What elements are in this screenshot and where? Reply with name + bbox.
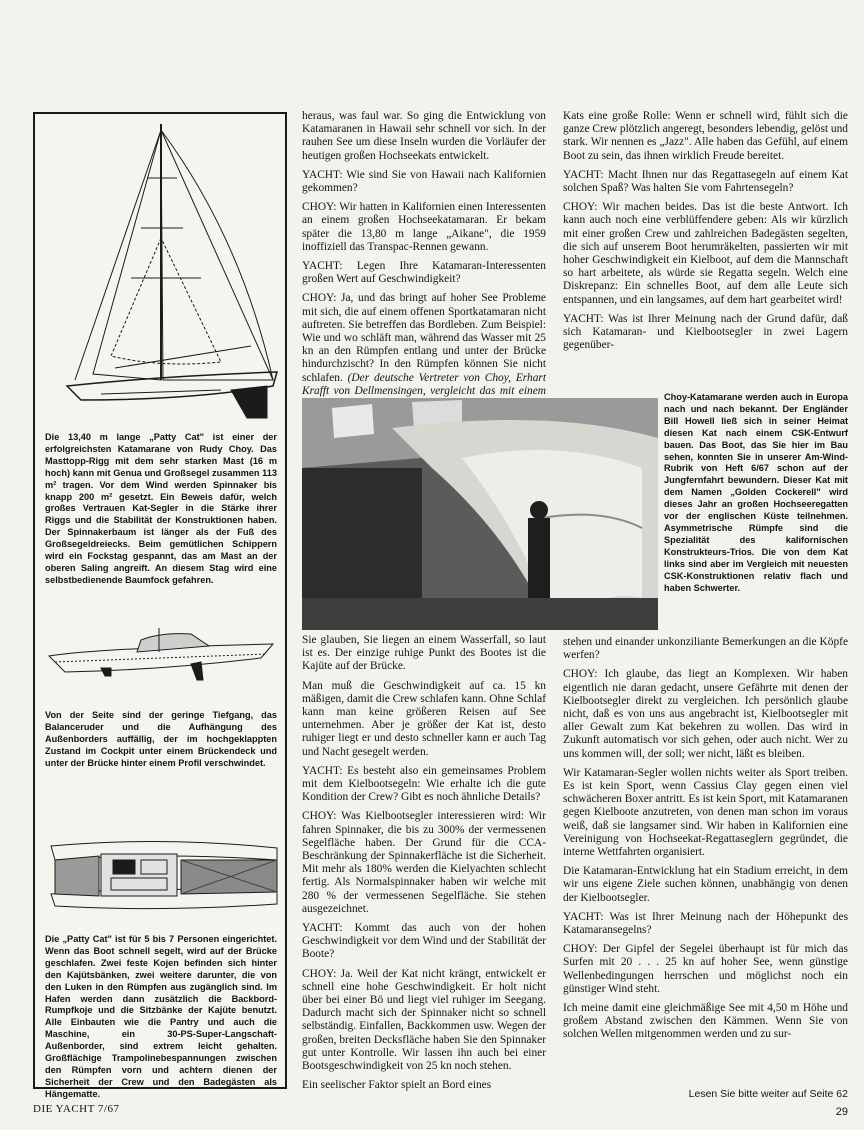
paragraph: Kats eine große Rolle: Wenn er schnell wird, fühlt sich die ganze Crew plötzlich angeregt, besonders lebendig, gelöst und stark. Wir nennen es „Jazz". Alle haben das Gefühl, auf einem Boot zu sein, das ihnen wirklich Freude bereitet. — [563, 110, 848, 162]
question: YACHT: Was ist Ihrer Meinung nach der Grund dafür, daß sich Katamaran- und Kielbootsegler in zwei Lagern gegenüber- — [563, 312, 848, 352]
question: YACHT: Legen Ihre Katamaran-Interessenten großen Wert auf Geschwindigkeit? — [302, 260, 546, 286]
paragraph: Sie glauben, Sie liegen an einem Wasserfall, so laut ist es. Der einzige ruhige Punkt des Bootes ist die Kajüte auf der Brücke. — [302, 634, 546, 673]
answer: CHOY: Ja. Weil der Kat nicht krängt, entwickelt er schnell eine hohe Geschwindigkeit. Er holt nicht über bei einer Bö und liegt viel ruhiger im Seegang. Dadurch macht sich der Spinnaker nicht so schnell selbständig. Einfallen, Backkommen usw. Wegen der großen, breiten Decksfläche haben Sie den Spinnaker gut unter Kontrolle. Wir lassen ihn auch bei einer Bootsgeschwindigkeit von 25 kn noch stehen. — [302, 967, 546, 1073]
paragraph: Ich meine damit eine gleichmäßige See mit 4,50 m Höhe und großem Abstand zwischen den Kämmen. Wenn Sie von solchen Wellen mitgenommen werden und zu sur- — [563, 1002, 848, 1041]
article-column-2-lower — [563, 636, 848, 1048]
paragraph: Man muß die Geschwindigkeit auf ca. 15 kn mäßigen, damit die Crew schlafen kann. Ohne Schlaf kann man keine größeren Reisen auf See unternehmen. Aber je größer der Kat ist, desto ruhiger liegt er und desto schneller kann er auch Tag und Nacht gesegelt werden. — [302, 679, 546, 758]
photo-caption: Choy-Katamarane werden auch in Europa nach und nach bekannt. Der Engländer Bill Howell ließ sich in seiner Heimat diesen Kat nach einem CSK-Entwurf bauen. Das Boot, das Sie hier im Bau sehen, konnten Sie in unserer Am-Wind-Rubrik von Heft 6/67 schon auf der Jungfernfahrt bewundern. Dieser Kat mit dem Namen „Golden Cockerell" wird dieses Jahr an großen Hochseeregatten vor der englischen Küste teilnehmen. Asymmetrische Rümpfe sind die Spezialität des kalifornischen Konstrukteurs-Trios. Die von dem Kat links sind aber im Vergleich mit neuesten CSK-Konstruktionen relativ flach und haben Schwerter. — [664, 392, 848, 593]
boat-under-construction-photo — [302, 398, 658, 630]
question: YACHT: Wie sind Sie von Hawaii nach Kalifornien gekommen? — [302, 168, 546, 195]
answer: CHOY: Der Gipfel der Segelei überhaupt ist für mich das Surfen mit 20 . . . 25 kn auf hoher See, wenn günstige Wellenbedingungen herrschen und möglichst noch ein günstiger Wind steht. — [563, 943, 848, 995]
paragraph: Wir Katamaran-Segler wollen nichts weiter als Sport treiben. Es ist kein Sport, wenn Cassius Clay gegen einen viel schwächeren Boxer antritt. Es ist kein Sport, mit Katamaranen gegen Kielboote anzutreten, von denen man schon im voraus weiß, daß sie langsamer sind. Wir haben in Kalifornien eine Vereinigung von Hochseekat-Regattaseglern gegründet, die interne Wettfahrten organisiert. — [563, 766, 848, 859]
article-column-1 — [302, 110, 546, 417]
answer-text: CHOY: Ja, und das bringt auf hoher See Probleme mit sich, die auf einem offenen Sportkatamaran nicht auftreten. Sie betreffen das Bordleben. Zum Beispiel: Wie und wo schläft man, während das Wasser mit 25 kn an den Rümpfen entlang und unter der Brücke hindurchzischt? In den Rümpfen können Sie nicht schlafen. — [302, 292, 546, 384]
answer: CHOY: Was Kielbootsegler interessieren wird: Wir fahren Spinnaker, die bis zu 300% der vermessenen Segelfläche haben. Der Grund für die CCA-Beschränkung der Spinnakerfläche ist die Sicherheit. Mit mehr als 180% werden die Kielyachten schlecht fertig. Als Normalspinnaker haben wir welche mit 280 % der vermessenen Segelfläche. Sie stehen ausgezeichnet. — [302, 810, 546, 915]
paragraph: Ein seelischer Faktor spielt an Bord eines — [302, 1079, 492, 1092]
question: YACHT: Was ist Ihrer Meinung nach der Höhepunkt des Katamaransegelns? — [563, 910, 848, 937]
sail-plan-drawing — [41, 118, 279, 424]
article-column-1-lower — [302, 634, 546, 1099]
page-number: 29 — [835, 1106, 848, 1118]
paragraph: heraus, was faul war. So ging die Entwicklung von Katamaranen in Hawaii sehr schnell vor sich. In der rauhen See um diese Inseln wurden die Vorläufer der heutigen großen Hochseekats entwickelt. — [302, 110, 546, 162]
side-profile-caption: Von der Seite sind der geringe Tiefgang, das Balanceruder und die Aufhängung des Außenborders auffällig, der im hochgeklappten Zustand im Cockpit unter einem Brückendeck und unter der Brücke hinter einem Profil verschwindet. — [45, 710, 277, 768]
sidebar-figure-box — [33, 112, 287, 1099]
article-column-2 — [563, 110, 848, 358]
editor-note: (Der deutsche Vertreter von Choy, Erhart Krafft von Dellmensingen, vergleicht das mit einem — [302, 371, 546, 397]
paragraph: Die Katamaran-Entwicklung hat ein Stadium erreicht, in dem wir uns eigene Ziele suchen können, unabhängig von denen der Kielbootsegler. — [563, 865, 848, 904]
deck-plan-drawing — [41, 830, 279, 920]
deck-plan-caption: Die „Patty Cat" ist für 5 bis 7 Personen eingerichtet. Wenn das Boot schnell segelt, wird auf der Brücke geschlafen. Zwei feste Kojen befinden sich hinter den Kajütsbänken, zwei weitere darunter, die von den Luken in den Rümpfen aus zugänglich sind. Im Hafen werden dann zusätzlich die Backbord-Rumpfkoje und die Sitzbänke der Kajüte benutzt. Alle Einbauten wie die Pantry und auch die Maschine, ein 30-PS-Super-Langschaft-Außenborder, sind extrem leicht gehalten. Großflächige Trampolinebespannungen zwischen den Rümpfen vorn und achtern dienen der Sicherheit der Crew und den Badegästen als Hängematte. — [45, 934, 277, 1099]
magazine-issue-label: DIE YACHT 7/67 — [33, 1103, 120, 1115]
question: YACHT: Kommt das auch von der hohen Geschwindigkeit vor dem Wind und der Stabilität der Boote? — [302, 922, 546, 961]
continued-on-page-note: Lesen Sie bitte weiter auf Seite 62 — [688, 1088, 848, 1100]
answer: CHOY: Wir hatten in Kalifornien einen Interessenten an einem großen Hochseekatamaran. Er bekam später die 13,80 m lange „Aikane", die 1959 inoffiziell das Transpac-Rennen gewann. — [302, 201, 546, 253]
sail-plan-caption: Die 13,40 m lange „Patty Cat" ist einer der erfolgreichsten Katamarane von Rudy Choy. Das Masttopp-Rigg mit dem sehr starken Mast (16 m hoch) kann mit Genua und Großsegel zusammen 113 m² tragen. Vor dem Wind werden Spinnaker bis knapp 200 m² gesetzt. Ein Beweis dafür, welch großes Vertrauen Kat-Segler in die Stärke ihrer Riggs und die Stabilität der Konstruktionen haben. Der Spinnakerbaum ist länger als der Fuß des Großsegeldreiecks. Beim gemütlichen Schippern wird ein Fockstag gespannt, das am Mast an der oberen Saling angreift. An diesem Stag wird eine selbstbedienende Baumfock gefahren. — [45, 432, 277, 585]
question: YACHT: Es besteht also ein gemeinsames Problem mit dem Kielbootsegeln: Wie erhalte ich die gute Kondition der Crew? Gibt es noch ähnliche Details? — [302, 764, 546, 804]
question: YACHT: Macht Ihnen nur das Regattasegeln auf einem Kat solchen Spaß? Was halten Sie vom Fahrtensegeln? — [563, 168, 848, 195]
answer — [302, 292, 546, 411]
answer: CHOY: Ich glaube, das liegt an Komplexen. Wir haben eigentlich nie daran gedacht, unsere Gefährte mit denen der Kielbootsegler direkt zu vergleichen. Ich persönlich glaube nicht, daß es von uns aus angebracht ist, Kielbootsegler mit aller Gewalt zum Kat bekehren zu wollen. Das wird in Zukunft automatisch vor sich gehen, oder auch nicht. Wer zu uns kommen will, der soll; wer nicht, läßt es bleiben. — [563, 668, 848, 760]
side-profile-drawing — [41, 622, 279, 686]
paragraph: stehen und einander unkonziliante Bemerkungen an die Köpfe werfen? — [563, 636, 848, 662]
answer: CHOY: Wir machen beides. Das ist die beste Antwort. Ich kann auch noch eine verblüffendere geben: Als wir kürzlich mit einer großen Crew und zahlreichen Badegästen segelten, die sich auf unserem Boot herumräkelten, passierten wir mit hoher Geschwindigkeit ein Kielboot, auf dem die Mannschaft so hart arbeitete, als würde sie Regatta segeln. Welch eine Diskrepanz: Ein schnelles Boot, auf dem alle Leute sich entspannen, und ein langsames, auf dem hart gearbeitet wird! — [563, 201, 848, 306]
